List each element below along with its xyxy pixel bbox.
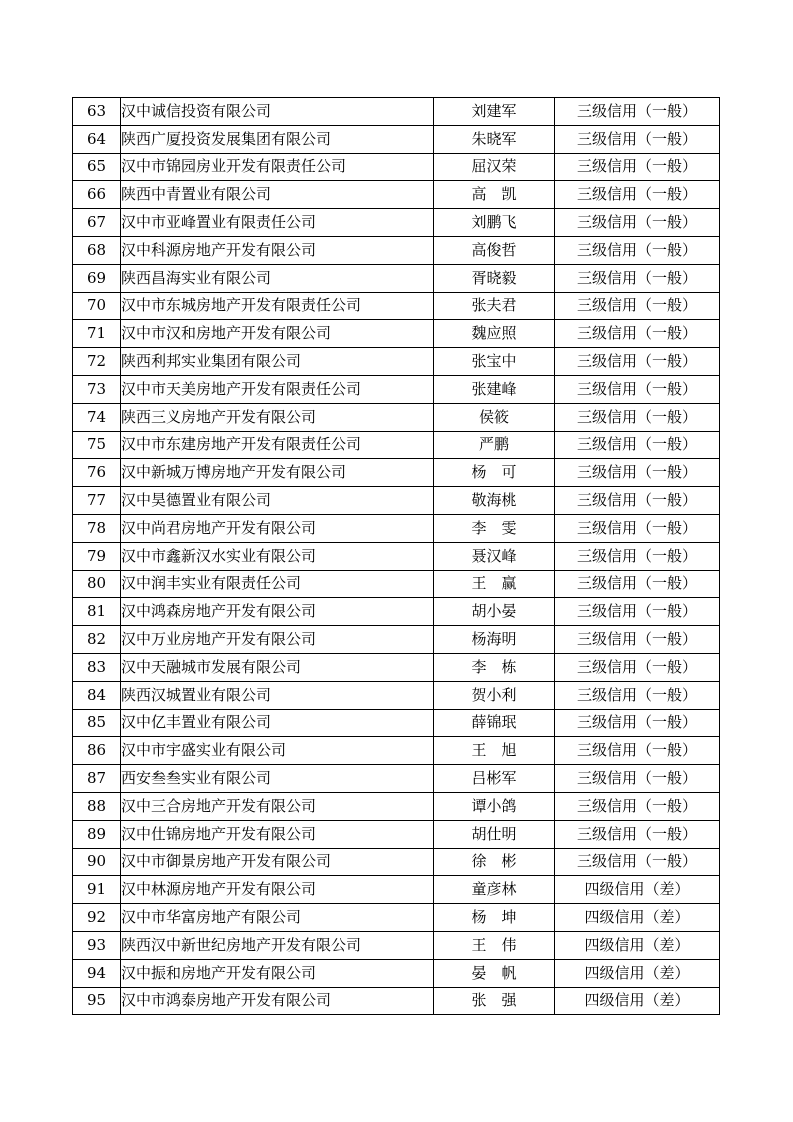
company-name: 陕西昌海实业有限公司 (121, 264, 434, 292)
row-number: 93 (73, 931, 121, 959)
table-row (73, 375, 720, 403)
company-name: 陕西汉中新世纪房地产开发有限公司 (121, 931, 434, 959)
table-row (73, 181, 720, 209)
table-row (73, 292, 720, 320)
company-name: 汉中市御景房地产开发有限公司 (121, 848, 434, 876)
row-number: 74 (73, 403, 121, 431)
company-name: 汉中市锦园房业开发有限责任公司 (121, 153, 434, 181)
row-number: 81 (73, 598, 121, 626)
credit-level: 三级信用（一般） (555, 848, 720, 876)
company-name: 汉中振和房地产开发有限公司 (121, 959, 434, 987)
legal-representative: 胥晓毅 (434, 264, 555, 292)
legal-representative: 聂汉峰 (434, 542, 555, 570)
table-row (73, 709, 720, 737)
table-row (73, 792, 720, 820)
credit-level: 三级信用（一般） (555, 765, 720, 793)
company-name: 汉中市华富房地产有限公司 (121, 904, 434, 932)
legal-representative: 高俊哲 (434, 236, 555, 264)
row-number: 66 (73, 181, 121, 209)
company-name: 陕西广厦投资发展集团有限公司 (121, 125, 434, 153)
company-name: 汉中三合房地产开发有限公司 (121, 792, 434, 820)
credit-level: 三级信用（一般） (555, 320, 720, 348)
credit-level: 四级信用（差） (555, 904, 720, 932)
legal-representative: 魏应照 (434, 320, 555, 348)
table-row (73, 153, 720, 181)
row-number: 86 (73, 737, 121, 765)
row-number: 71 (73, 320, 121, 348)
row-number: 90 (73, 848, 121, 876)
company-name: 汉中昊德置业有限公司 (121, 487, 434, 515)
company-name: 汉中市天美房地产开发有限责任公司 (121, 375, 434, 403)
table-row (73, 98, 720, 126)
row-number: 75 (73, 431, 121, 459)
row-number: 64 (73, 125, 121, 153)
company-name: 汉中诚信投资有限公司 (121, 98, 434, 126)
legal-representative: 刘建军 (434, 98, 555, 126)
credit-level: 三级信用（一般） (555, 570, 720, 598)
credit-rating-table (72, 97, 720, 1015)
company-name: 汉中市亚峰置业有限责任公司 (121, 209, 434, 237)
table-row (73, 904, 720, 932)
credit-level: 三级信用（一般） (555, 431, 720, 459)
row-number: 73 (73, 375, 121, 403)
row-number: 94 (73, 959, 121, 987)
company-name: 汉中市东建房地产开发有限责任公司 (121, 431, 434, 459)
legal-representative: 侯筱 (434, 403, 555, 431)
legal-representative: 刘鹏飞 (434, 209, 555, 237)
legal-representative: 屈汉荣 (434, 153, 555, 181)
row-number: 85 (73, 709, 121, 737)
company-name: 汉中尚君房地产开发有限公司 (121, 514, 434, 542)
row-number: 70 (73, 292, 121, 320)
credit-level: 三级信用（一般） (555, 153, 720, 181)
credit-level: 三级信用（一般） (555, 709, 720, 737)
legal-representative: 朱晓军 (434, 125, 555, 153)
legal-representative: 胡仕明 (434, 820, 555, 848)
table-row (73, 681, 720, 709)
row-number: 63 (73, 98, 121, 126)
legal-representative: 严鹏 (434, 431, 555, 459)
legal-representative: 王 伟 (434, 931, 555, 959)
credit-level: 三级信用（一般） (555, 653, 720, 681)
row-number: 68 (73, 236, 121, 264)
table-row (73, 209, 720, 237)
table-row (73, 876, 720, 904)
row-number: 95 (73, 987, 121, 1015)
credit-level: 三级信用（一般） (555, 598, 720, 626)
credit-level: 四级信用（差） (555, 987, 720, 1015)
table-row (73, 959, 720, 987)
legal-representative: 敬海桃 (434, 487, 555, 515)
credit-level: 三级信用（一般） (555, 626, 720, 654)
credit-level: 三级信用（一般） (555, 681, 720, 709)
company-name: 汉中市鸿泰房地产开发有限公司 (121, 987, 434, 1015)
table-row (73, 320, 720, 348)
legal-representative: 贺小利 (434, 681, 555, 709)
row-number: 65 (73, 153, 121, 181)
company-name: 汉中市东城房地产开发有限责任公司 (121, 292, 434, 320)
credit-level: 三级信用（一般） (555, 820, 720, 848)
credit-level: 三级信用（一般） (555, 181, 720, 209)
legal-representative: 张宝中 (434, 348, 555, 376)
table-row (73, 431, 720, 459)
row-number: 91 (73, 876, 121, 904)
credit-level: 四级信用（差） (555, 959, 720, 987)
credit-level: 三级信用（一般） (555, 98, 720, 126)
credit-level: 三级信用（一般） (555, 125, 720, 153)
credit-level: 三级信用（一般） (555, 792, 720, 820)
row-number: 88 (73, 792, 121, 820)
credit-level: 三级信用（一般） (555, 737, 720, 765)
credit-level: 三级信用（一般） (555, 348, 720, 376)
table-row (73, 459, 720, 487)
legal-representative: 谭小鸽 (434, 792, 555, 820)
table-row (73, 125, 720, 153)
credit-level: 四级信用（差） (555, 931, 720, 959)
table-row (73, 264, 720, 292)
company-name: 汉中市汉和房地产开发有限公司 (121, 320, 434, 348)
company-name: 汉中天融城市发展有限公司 (121, 653, 434, 681)
table-row (73, 487, 720, 515)
company-name: 西安叁叁实业有限公司 (121, 765, 434, 793)
legal-representative: 高 凯 (434, 181, 555, 209)
company-name: 汉中鸿森房地产开发有限公司 (121, 598, 434, 626)
company-name: 汉中亿丰置业有限公司 (121, 709, 434, 737)
legal-representative: 晏 帆 (434, 959, 555, 987)
credit-level: 四级信用（差） (555, 876, 720, 904)
table-row (73, 570, 720, 598)
row-number: 67 (73, 209, 121, 237)
company-name: 汉中林源房地产开发有限公司 (121, 876, 434, 904)
legal-representative: 杨 坤 (434, 904, 555, 932)
legal-representative: 吕彬军 (434, 765, 555, 793)
legal-representative: 王 赢 (434, 570, 555, 598)
table-row (73, 653, 720, 681)
company-name: 陕西利邦实业集团有限公司 (121, 348, 434, 376)
table-row (73, 987, 720, 1015)
legal-representative: 张夫君 (434, 292, 555, 320)
company-name: 汉中市宇盛实业有限公司 (121, 737, 434, 765)
row-number: 76 (73, 459, 121, 487)
credit-level: 三级信用（一般） (555, 375, 720, 403)
legal-representative: 李 栋 (434, 653, 555, 681)
table-row (73, 737, 720, 765)
credit-level: 三级信用（一般） (555, 403, 720, 431)
legal-representative: 徐 彬 (434, 848, 555, 876)
table-row (73, 765, 720, 793)
company-name: 汉中万业房地产开发有限公司 (121, 626, 434, 654)
row-number: 83 (73, 653, 121, 681)
row-number: 80 (73, 570, 121, 598)
table-body (73, 98, 720, 1015)
legal-representative: 杨海明 (434, 626, 555, 654)
legal-representative: 童彦林 (434, 876, 555, 904)
row-number: 77 (73, 487, 121, 515)
table-row (73, 820, 720, 848)
company-name: 陕西三义房地产开发有限公司 (121, 403, 434, 431)
table-row (73, 598, 720, 626)
credit-level: 三级信用（一般） (555, 542, 720, 570)
legal-representative: 薛锦珉 (434, 709, 555, 737)
credit-level: 三级信用（一般） (555, 514, 720, 542)
table-row (73, 348, 720, 376)
credit-level: 三级信用（一般） (555, 236, 720, 264)
row-number: 87 (73, 765, 121, 793)
company-name: 汉中科源房地产开发有限公司 (121, 236, 434, 264)
company-name: 汉中市鑫新汉水实业有限公司 (121, 542, 434, 570)
table-row (73, 931, 720, 959)
credit-level: 三级信用（一般） (555, 264, 720, 292)
legal-representative: 李 雯 (434, 514, 555, 542)
row-number: 92 (73, 904, 121, 932)
table-row (73, 626, 720, 654)
row-number: 79 (73, 542, 121, 570)
legal-representative: 张 强 (434, 987, 555, 1015)
row-number: 72 (73, 348, 121, 376)
row-number: 82 (73, 626, 121, 654)
legal-representative: 杨 可 (434, 459, 555, 487)
table-row (73, 236, 720, 264)
legal-representative: 张建峰 (434, 375, 555, 403)
credit-level: 三级信用（一般） (555, 209, 720, 237)
company-name: 陕西汉城置业有限公司 (121, 681, 434, 709)
legal-representative: 胡小晏 (434, 598, 555, 626)
credit-level: 三级信用（一般） (555, 459, 720, 487)
row-number: 69 (73, 264, 121, 292)
row-number: 84 (73, 681, 121, 709)
table-row (73, 403, 720, 431)
credit-level: 三级信用（一般） (555, 487, 720, 515)
table-row (73, 514, 720, 542)
company-name: 汉中仕锦房地产开发有限公司 (121, 820, 434, 848)
company-name: 汉中润丰实业有限责任公司 (121, 570, 434, 598)
table-row (73, 848, 720, 876)
table-row (73, 542, 720, 570)
row-number: 78 (73, 514, 121, 542)
legal-representative: 王 旭 (434, 737, 555, 765)
company-name: 陕西中青置业有限公司 (121, 181, 434, 209)
row-number: 89 (73, 820, 121, 848)
company-name: 汉中新城万博房地产开发有限公司 (121, 459, 434, 487)
credit-level: 三级信用（一般） (555, 292, 720, 320)
